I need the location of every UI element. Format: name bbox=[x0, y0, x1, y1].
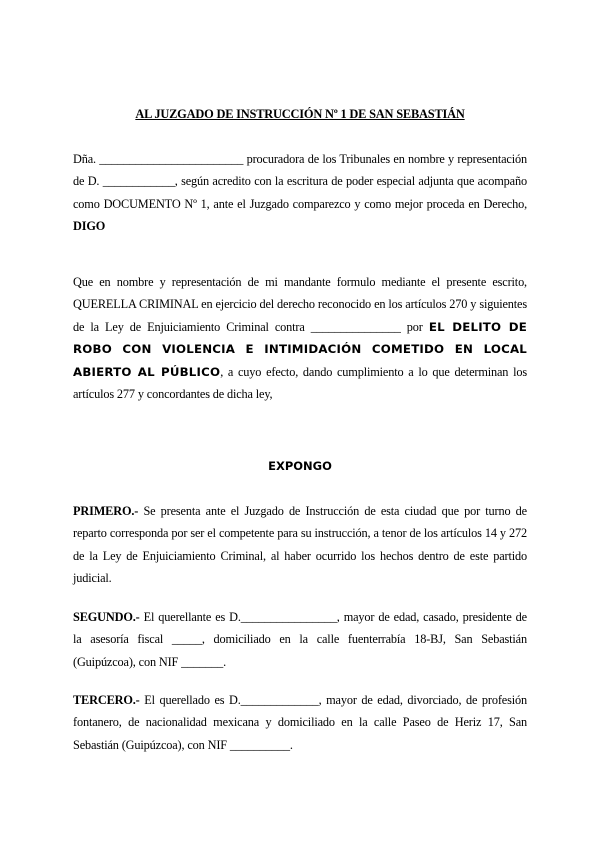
primero-text: Se presenta ante el Juzgado de Instrucción de esta ciudad que por turno de reparto corresponda por ser el competente para su instrucción, a tenor de los artículos 14 y 272 de la Ley de Enjuiciamiento Criminal, al haber ocurrido los hechos dentro de este partido judicial. bbox=[73, 504, 527, 586]
delito-description: EL DELITO DE ROBO CON VIOLENCIA E INTIMIDACIÓN COMETIDO EN LOCAL ABIERTO AL PÚBLICO bbox=[73, 319, 527, 379]
intro-text: Dña. ________________________ procuradora de los Tribunales en nombre y representación de D. ____________, según acredito con la escritura de poder especial adjunta que acompaño como DOCUMENTO Nº 1, ante el Juzgado comparezco y como mejor proceda en Derecho, bbox=[73, 152, 527, 211]
primero-label: PRIMERO.- bbox=[73, 504, 139, 518]
querella-text-end: , a cuyo efecto, dando cumplimiento a lo que determinan los artículos 277 y concordantes de dicha ley, bbox=[73, 364, 527, 402]
segundo-label: SEGUNDO.- bbox=[73, 610, 140, 624]
intro-paragraph bbox=[73, 148, 527, 238]
tercero-paragraph bbox=[73, 689, 527, 756]
digo-keyword: DIGO bbox=[73, 219, 106, 234]
segundo-text: El querellante es D.________________, mayor de edad, casado, presidente de la asesoría fiscal _____, domiciliado en la calle fuenterrabía 18-BJ, San Sebastián (Guipúzcoa), con NIF _______. bbox=[73, 610, 527, 669]
querella-paragraph bbox=[73, 271, 527, 405]
tercero-label: TERCERO.- bbox=[73, 693, 140, 707]
expongo-heading: EXPONGO bbox=[268, 459, 332, 473]
segundo-paragraph bbox=[73, 606, 527, 673]
primero-paragraph bbox=[73, 500, 527, 590]
tercero-text: El querellado es D._____________, mayor de edad, divorciado, de profesión fontanero, de nacionalidad mexicana y domiciliado en la calle Paseo de Heriz 17, San Sebastián (Guipúzcoa), con NIF __________. bbox=[73, 693, 527, 752]
document-title: AL JUZGADO DE INSTRUCCIÓN Nº 1 DE SAN SEBASTIÁN bbox=[135, 107, 465, 121]
querella-text: Que en nombre y representación de mi mandante formulo mediante el presente escrito, QUERELLA CRIMINAL en ejercicio del derecho reconocido en los artículos 270 y siguientes de la Ley de Enjuiciamiento Criminal contra _______________ por bbox=[73, 275, 527, 334]
